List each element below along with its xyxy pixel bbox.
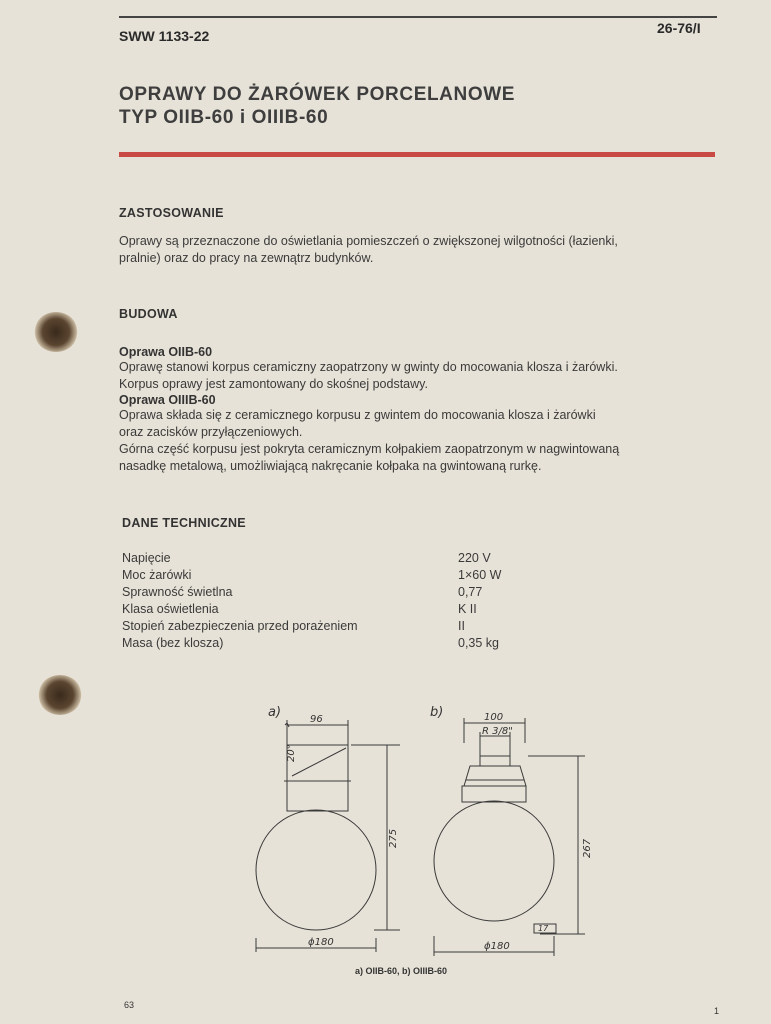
text-line: nasadkę metalową, umożliwiającą nakręcanie kołpaka na gwintowaną rurkę. <box>119 459 542 473</box>
spec-value: 0,77 <box>458 585 483 599</box>
subheading-oiiib: Oprawa OIIIB-60 <box>119 393 216 407</box>
dim-b-height: 267 <box>582 838 593 858</box>
spec-label: Masa (bez klosza) <box>122 636 224 650</box>
text-line: Górna część korpusu jest pokryta ceramicznym kołpakiem zaopatrzonym w nagwintowaną <box>119 442 620 456</box>
zastosowanie-paragraph <box>119 233 715 267</box>
dim-b-thread: R 3/8" <box>482 726 513 737</box>
punch-hole-top <box>34 312 78 352</box>
title-red-rule <box>119 152 715 157</box>
spec-value: 1×60 W <box>458 568 502 582</box>
dim-a-height: 275 <box>388 828 399 848</box>
label-a: a) <box>268 705 282 720</box>
drawing-a <box>256 720 400 952</box>
header-rule <box>119 16 717 18</box>
spec-label: Moc żarówki <box>122 568 192 582</box>
spec-row <box>122 551 622 568</box>
spec-label: Napięcie <box>122 551 171 565</box>
spec-row <box>122 568 622 585</box>
spec-label: Sprawność świetlna <box>122 585 233 599</box>
dim-b-width: 100 <box>484 712 504 723</box>
text-line: Oprawy są przeznaczone do oświetlania pomieszczeń o zwiększonej wilgotności (łazienki, <box>119 234 618 248</box>
dim-a-angle: 20° <box>286 744 297 762</box>
text-line: Korpus oprawy jest zamontowany do skośnej podstawy. <box>119 377 428 391</box>
dim-a-diameter: ϕ180 <box>308 937 334 948</box>
document-title-line2: TYP OIIB-60 i OIIIB-60 <box>119 107 329 128</box>
spec-value: K II <box>458 602 477 616</box>
spec-row <box>122 602 622 619</box>
label-b: b) <box>430 705 444 720</box>
spec-value: 0,35 kg <box>458 636 500 650</box>
standard-code: SWW 1133-22 <box>119 28 210 44</box>
document-title-line1: OPRAWY DO ŻARÓWEK PORCELANOWE <box>119 84 515 105</box>
technical-drawing <box>240 698 600 966</box>
spec-row <box>122 619 622 636</box>
page-number-left: 63 <box>124 1000 135 1010</box>
text-line: oraz zacisków przyłączeniowych. <box>119 425 303 439</box>
spec-label: Klasa oświetlenia <box>122 602 219 616</box>
subheading-oiib: Oprawa OIIB-60 <box>119 345 213 359</box>
budowa-section <box>119 345 717 475</box>
dim-b-small: 17 <box>538 924 549 933</box>
spec-row <box>122 585 622 602</box>
spec-table <box>122 551 622 653</box>
punch-hole-bottom <box>38 675 82 715</box>
page-number-right: 1 <box>714 1006 720 1016</box>
text-line: Oprawa składa się z ceramicznego korpusu z gwintem do mocowania klosza i żarówki <box>119 408 596 422</box>
spec-value: II <box>458 619 465 633</box>
spec-row <box>122 636 622 653</box>
drawing-b <box>434 718 585 956</box>
section-heading-dane: DANE TECHNICZNE <box>122 516 246 530</box>
section-heading-budowa: BUDOWA <box>119 307 178 321</box>
figure-caption: a) OIIB-60, b) OIIIB-60 <box>355 966 448 976</box>
text-line: pralnie) oraz do pracy na zewnątrz budynków. <box>119 251 374 265</box>
text-line: Oprawę stanowi korpus ceramiczny zaopatrzony w gwinty do mocowania klosza i żarówki. <box>119 360 618 374</box>
sheet-number: 26-76/I <box>657 20 701 36</box>
spec-value: 220 V <box>458 551 491 565</box>
dim-b-diameter: ϕ180 <box>484 941 510 952</box>
section-heading-zastosowanie: ZASTOSOWANIE <box>119 206 224 220</box>
spec-label: Stopień zabezpieczenia przed porażeniem <box>122 619 358 633</box>
dim-a-width: 96 <box>310 714 323 725</box>
